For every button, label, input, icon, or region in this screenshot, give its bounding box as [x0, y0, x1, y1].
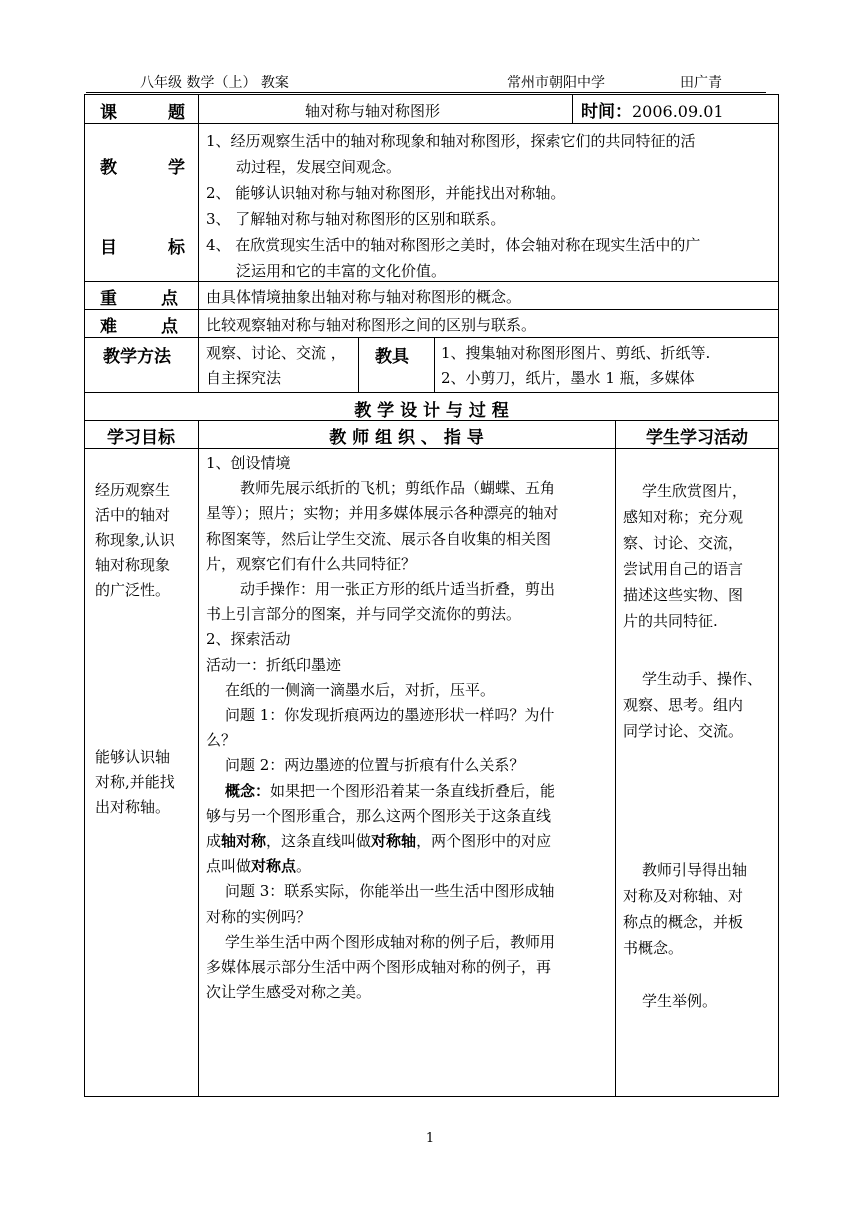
method-line: 观察、讨论、交流 ， [206, 344, 346, 362]
objectives-list [206, 128, 700, 284]
teacher-line: 么？ [206, 731, 237, 750]
goal-line: 对称,并能找 [95, 773, 175, 791]
goal-line: 能够认识轴 [95, 748, 171, 766]
teacher-line: 次让学生感受对称之美。 [206, 983, 372, 1002]
teacher-line: 对称的实例吗？ [206, 907, 312, 926]
time-value: 2006.09.01 [632, 102, 724, 121]
student-line: 感知对称；充分观 [623, 508, 744, 526]
tools-line: 2、小剪刀，纸片，墨水 1 瓶，多媒体 [441, 369, 695, 387]
text-run: 。 [296, 857, 312, 876]
objective-line: 1、经历观察生活中的轴对称现象和轴对称图形，探索它们的共同特征的活 [206, 132, 696, 150]
student-line: 学生欣赏图片， [642, 482, 748, 500]
objective-line: 4、 在欣赏现实生活中的轴对称图形之美时，体会轴对称在现实生活中的广 [206, 236, 701, 254]
student-line: 称点的概念，并板 [623, 913, 744, 931]
col-goal-header: 学习目标 [107, 428, 175, 448]
teacher-line: 问题 1：你发现折痕两边的墨迹形状一样吗？为什 [225, 706, 555, 725]
teacher-line: 活动一：折纸印墨迹 [206, 655, 342, 674]
teacher-line: 1、创设情境 [206, 454, 291, 472]
student-line: 学生动手、操作、 [642, 670, 763, 688]
student-line: 察、讨论、交流， [623, 534, 744, 552]
teacher-line: 动手操作：用一张正方形的纸片适当折叠，剪出 [240, 580, 556, 599]
teacher-guidance [206, 451, 611, 1005]
concept-text: 如果把一个图形沿着某一条直线折叠后，能 [270, 781, 556, 800]
difficulty-text: 比较观察轴对称与轴对称图形之间的区别与联系。 [206, 316, 537, 334]
topic-label: 课 题 [100, 103, 185, 123]
lesson-time [581, 97, 724, 122]
page-number: 1 [425, 1131, 435, 1146]
objective-line: 动过程，发展空间观念。 [236, 158, 402, 176]
text-run: ，两个图形中的对应 [416, 832, 552, 851]
goal-line: 经历观察生 [95, 481, 171, 499]
text-run: 点叫做 [206, 857, 252, 876]
student-line: 学生举例。 [642, 992, 718, 1010]
teacher-line: 片，观察它们有什么共同特征？ [206, 554, 417, 573]
teacher-line: 问题 2：两边墨迹的位置与折痕有什么关系？ [225, 756, 525, 775]
teacher-line: 2、探索活动 [206, 630, 291, 649]
header-grade-subject: 八年级 数学（上） 教案 [140, 75, 289, 91]
goal-line: 出对称轴。 [95, 798, 171, 816]
concept-line [206, 779, 611, 804]
time-label: 时间： [581, 102, 632, 122]
header-school: 常州市朝阳中学 [507, 75, 605, 91]
objective-line: 泛运用和它的丰富的文化价值。 [236, 262, 447, 280]
student-activity-3 [623, 857, 775, 961]
difficulty-label: 难 点 [100, 317, 178, 337]
student-line: 描述这些实物、图 [623, 586, 744, 604]
method-label: 教学方法 [103, 347, 171, 367]
tools-label: 教具 [375, 347, 409, 367]
topic-title: 轴对称与轴对称图形 [305, 102, 441, 120]
term-symmetry-axis: 对称轴 [371, 832, 417, 851]
teacher-line: 书上引言部分的图案，并与同学交流你的剪法。 [206, 605, 522, 624]
student-activity-4 [623, 988, 775, 1014]
objectives-label-bottom: 目 标 [100, 238, 185, 258]
goal-line: 轴对称现象 [95, 556, 171, 574]
goal-1 [95, 478, 191, 603]
goal-2 [95, 745, 191, 820]
student-activity-2 [623, 666, 775, 744]
tools-line: 1、搜集轴对称图形图片、剪纸、折纸等. [441, 344, 711, 362]
student-activity-1 [623, 478, 775, 634]
student-line: 教师引导得出轴 [642, 861, 748, 879]
goal-line: 的广泛性。 [95, 581, 171, 599]
text-run: 成 [206, 832, 222, 851]
key-point-text: 由具体情境抽象出轴对称与轴对称图形的概念。 [206, 288, 522, 306]
concept-label: 概念： [225, 781, 271, 800]
concept-definition-line [206, 854, 611, 879]
text-run: ，这条直线叫做 [266, 832, 372, 851]
teacher-line: 问题 3：联系实际，你能举出一些生活中图形成轴 [225, 882, 555, 901]
teacher-line: 教师先展示纸折的飞机；剪纸作品（蝴蝶、五角 [240, 479, 556, 498]
header-author: 田广青 [680, 75, 722, 91]
teacher-line: 够与另一个图形重合，那么这两个图形关于这条直线 [206, 806, 552, 825]
col-student-header: 学生学习活动 [646, 428, 748, 448]
tools-text [441, 341, 710, 391]
goal-line: 活中的轴对 [95, 506, 171, 524]
student-line: 同学讨论、交流。 [623, 722, 744, 740]
design-title: 教 学 设 计 与 过 程 [354, 401, 509, 421]
term-axial-symmetry: 轴对称 [221, 832, 267, 851]
teacher-line: 在纸的一侧滴一滴墨水后，对折，压平。 [225, 680, 496, 699]
page-header [86, 68, 766, 93]
student-line: 对称及对称轴、对 [623, 887, 744, 905]
teacher-line: 称图案等，然后让学生交流、展示各自收集的相关图 [206, 529, 552, 548]
key-point-label: 重 点 [100, 289, 178, 309]
objective-line: 3、 了解轴对称与轴对称图形的区别和联系。 [206, 210, 506, 228]
objective-line: 2、 能够认识轴对称与轴对称图形，并能找出对称轴。 [206, 184, 566, 202]
teacher-line: 星等）；照片；实物；并用多媒体展示各种漂亮的轴对 [206, 504, 559, 523]
student-line: 尝试用自己的语言 [623, 560, 744, 578]
method-text [206, 341, 346, 391]
term-symmetry-point: 对称点 [251, 857, 297, 876]
student-line: 观察、思考。组内 [623, 696, 744, 714]
teacher-line: 学生举生活中两个图形成轴对称的例子后，教师用 [225, 932, 556, 951]
objectives-label-top: 教 学 [100, 158, 185, 178]
student-line: 片的共同特征. [623, 612, 718, 630]
col-teacher-header: 教 师 组 织 、 指 导 [329, 428, 484, 448]
method-line: 自主探究法 [206, 369, 282, 387]
concept-definition-line [206, 829, 611, 854]
student-line: 书概念。 [623, 939, 684, 957]
goal-line: 称现象,认识 [95, 531, 175, 549]
teacher-line: 多媒体展示部分生活中两个图形成轴对称的例子，再 [206, 958, 552, 977]
